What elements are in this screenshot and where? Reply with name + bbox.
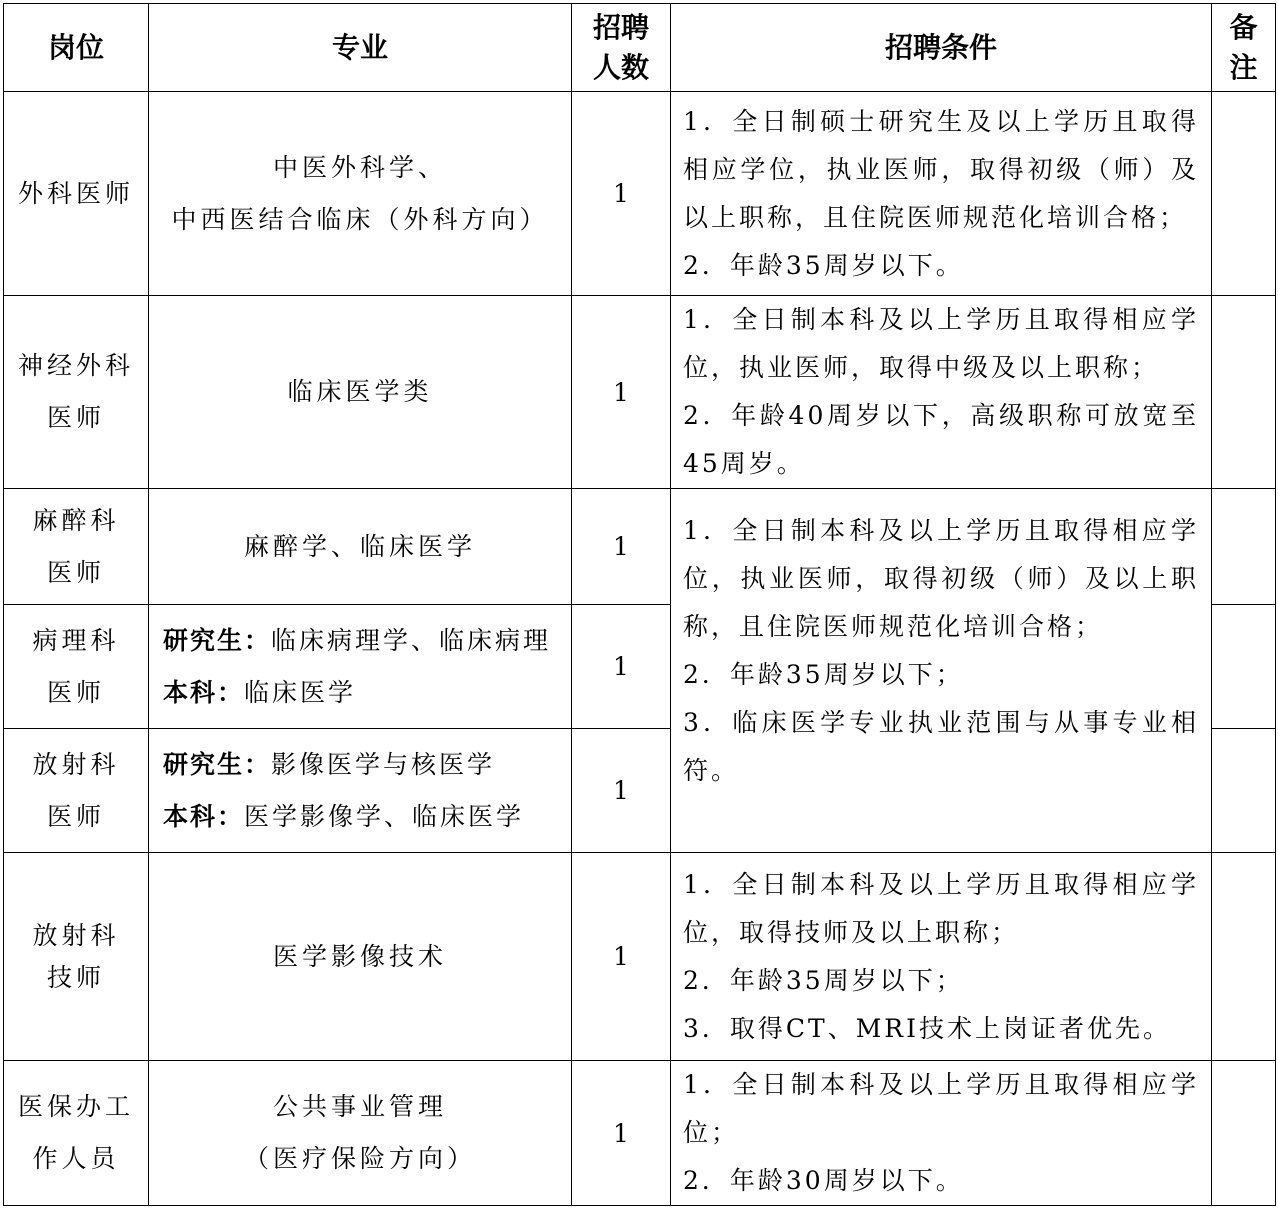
position-text-line2: 医师 [46, 557, 105, 587]
count-cell: 1 [572, 92, 671, 296]
condition-item: 2．年龄30周岁以下。 [683, 1166, 964, 1195]
major-text: 临床医学类 [287, 377, 433, 406]
major-text-line2: 中西医结合临床（外科方向） [171, 204, 549, 234]
major-undergrad-line [163, 667, 571, 719]
header-count [572, 4, 671, 92]
header-count-line1: 招聘 [592, 10, 649, 44]
major-graduate-text: 影像医学与核医学 [271, 749, 496, 779]
major-undergrad-line [163, 791, 571, 843]
major-cell [149, 296, 572, 489]
position-text-line2: 医师 [46, 677, 105, 707]
position-text-line2: 医师 [46, 801, 105, 831]
major-cell [149, 489, 572, 605]
position-text-line1: 医保办工 [17, 1092, 134, 1121]
major-text: 医学影像技术 [272, 941, 447, 971]
condition-item: 3．临床医学专业执业范围与从事专业相符。 [683, 708, 1199, 785]
count-cell: 1 [572, 1061, 671, 1206]
shared-conditions-cell [671, 489, 1212, 853]
recruitment-table [3, 3, 1276, 1206]
header-count-line2: 人数 [592, 50, 649, 84]
remark-cell [1212, 605, 1276, 729]
remark-cell [1212, 1061, 1276, 1206]
major-graduate-label: 研究生： [163, 625, 272, 655]
position-text-line1: 放射科 [32, 920, 120, 950]
header-position: 岗位 [4, 4, 149, 92]
header-remark-line2: 注 [1229, 50, 1258, 84]
major-cell [149, 1061, 572, 1206]
condition-item: 1．全日制本科及以上学历且取得相应学位，取得技师及以上职称； [683, 869, 1199, 947]
header-row [4, 4, 1276, 92]
major-undergrad-label: 本科： [163, 677, 245, 707]
conditions-cell [671, 1061, 1212, 1206]
position-text-line2: 技师 [46, 962, 105, 992]
conditions-cell [671, 296, 1212, 489]
header-conditions: 招聘条件 [671, 4, 1212, 92]
position-text: 外科医师 [17, 178, 134, 208]
header-remark-line1: 备 [1229, 10, 1258, 44]
count-cell: 1 [572, 729, 671, 853]
remark-cell [1212, 92, 1276, 296]
position-cell [4, 92, 149, 296]
condition-item: 2．年龄40周岁以下，高级职称可放宽至45周岁。 [683, 401, 1199, 478]
position-text-line1: 麻醉科 [32, 505, 120, 535]
count-cell: 1 [572, 853, 671, 1061]
condition-item: 2．年龄35周岁以下； [683, 965, 964, 995]
major-text-line1: 中医外科学、 [272, 152, 447, 182]
major-cell [149, 605, 572, 729]
position-cell [4, 853, 149, 1061]
major-text-line1: 公共事业管理 [272, 1092, 447, 1121]
position-cell [4, 296, 149, 489]
major-undergrad-label: 本科： [163, 801, 245, 831]
header-major: 专业 [149, 4, 572, 92]
position-text-line2: 医师 [46, 403, 105, 432]
position-text-line1: 神经外科 [17, 351, 134, 380]
major-graduate-text: 临床病理学、临床病理 [271, 625, 552, 655]
major-cell [149, 853, 572, 1061]
table-row [4, 1061, 1276, 1206]
condition-item: 1．全日制本科及以上学历且取得相应学位，执业医师，取得初级（师）及以上职称，且住院医师规范化培训合格； [683, 516, 1199, 641]
condition-item: 3．取得CT、MRI技术上岗证者优先。 [683, 1013, 1172, 1043]
major-cell [149, 92, 572, 296]
major-graduate-label: 研究生： [163, 749, 272, 779]
count-cell: 1 [572, 605, 671, 729]
major-graduate-line [163, 615, 571, 667]
position-cell [4, 605, 149, 729]
position-text-line1: 放射科 [32, 749, 120, 779]
count-cell: 1 [572, 489, 671, 605]
conditions-cell [671, 853, 1212, 1061]
remark-cell [1212, 489, 1276, 605]
condition-item: 1．全日制本科及以上学历且取得相应学位，执业医师，取得中级及以上职称； [683, 305, 1199, 382]
position-text-line2: 作人员 [32, 1144, 120, 1173]
count-cell: 1 [572, 296, 671, 489]
major-text-line2: （医疗保险方向） [243, 1144, 476, 1173]
major-undergrad-text: 医学影像学、临床医学 [244, 801, 525, 831]
major-cell [149, 729, 572, 853]
major-undergrad-text: 临床医学 [244, 677, 357, 707]
conditions-cell [671, 92, 1212, 296]
remark-cell [1212, 853, 1276, 1061]
table-row [4, 92, 1276, 296]
condition-item: 1．全日制硕士研究生及以上学历且取得相应学位，执业医师，取得初级（师）及以上职称，且住院医师规范化培训合格； [683, 106, 1199, 232]
condition-item: 2．年龄35周岁以下。 [683, 250, 964, 280]
table-row [4, 853, 1276, 1061]
major-text: 麻醉学、临床医学 [243, 531, 476, 561]
major-graduate-line [163, 739, 571, 791]
remark-cell [1212, 296, 1276, 489]
condition-item: 1．全日制本科及以上学历且取得相应学位； [683, 1070, 1199, 1147]
position-cell [4, 489, 149, 605]
remark-cell [1212, 729, 1276, 853]
table-row [4, 296, 1276, 489]
condition-item: 2．年龄35周岁以下； [683, 660, 964, 689]
position-cell [4, 1061, 149, 1206]
position-cell [4, 729, 149, 853]
table-row [4, 489, 1276, 605]
position-text-line1: 病理科 [32, 625, 120, 655]
header-remark [1212, 4, 1276, 92]
